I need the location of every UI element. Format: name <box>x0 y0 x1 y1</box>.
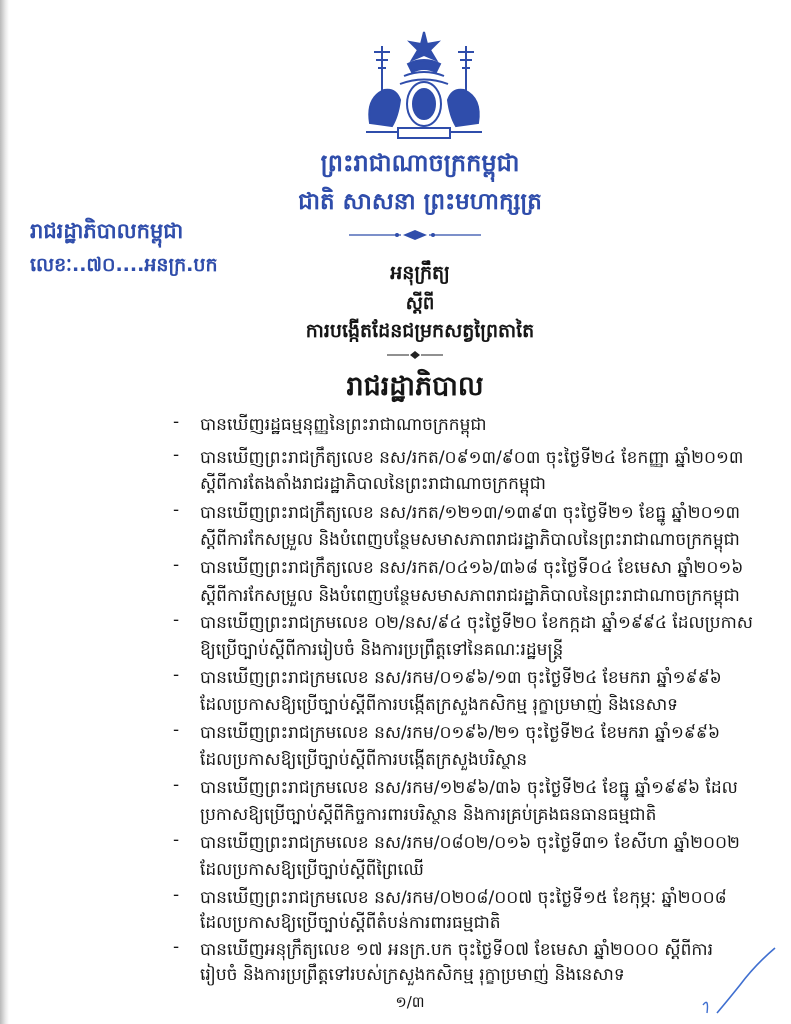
reference-line: បានឃើញព្រះរាជក្រឹត្យលេខ នស/រកត/០៩១៣/៩០៣ ចុះថ្ងៃទី២៤ ខែកញ្ញា ឆ្នាំ២០១៣ <box>200 448 744 468</box>
reference-line: បានឃើញអនុក្រឹត្យលេខ ១៧ អនក្រ.បក ចុះថ្ងៃទី០៧ ខែមេសា ឆ្នាំ២០០០ ស្តីពីការ <box>200 940 713 960</box>
document-about: ស្តីពី <box>405 293 435 314</box>
reference-line: ដែលប្រកាសឱ្យប្រើច្បាប់ស្តីពីការបង្កើតក្រសួងកសិកម្ម រុក្ខាប្រមាញ់ និងនេសាទ <box>200 695 678 715</box>
list-bullet: - <box>173 775 180 795</box>
reference-line: បានឃើញព្រះរាជក្រឹត្យលេខ នស/រកត/១២១៣/១៣៩៣ ចុះថ្ងៃទី២១ ខែធ្នូ ឆ្នាំ២០១៣ <box>200 503 740 523</box>
reference-line: បានឃើញព្រះរាជក្រមលេខ នស/រកម/០២០៨/០០៧ ចុះថ្ងៃទី១៥ ខែកុម្ភៈ ឆ្នាំ២០០៨ <box>200 888 727 908</box>
reference-line: បានឃើញព្រះរាជក្រមលេខ នស/រកម/០៨០២/០១៦ ចុះថ្ងៃទី៣១ ខែសីហា ឆ្នាំ២០០២ <box>200 833 740 853</box>
list-bullet: - <box>173 610 180 630</box>
reference-line: រៀបចំ និងការប្រព្រឹត្តទៅរបស់ក្រសួងកសិកម្ម រុក្ខាប្រមាញ់ និងនេសាទ <box>200 965 625 985</box>
national-motto: ជាតិ សាសនា ព្រះមហាក្សត្រ <box>298 189 542 215</box>
scan-edge-shadow <box>0 0 9 1024</box>
list-bullet: - <box>173 830 180 850</box>
header-divider-ornament <box>345 228 485 242</box>
list-bullet: - <box>173 937 180 957</box>
reference-line: បានឃើញព្រះរាជក្រមលេខ នស/រកម/០១៩៦/២១ ចុះថ្ងៃទី២៤ ខែមករា ឆ្នាំ១៩៩៦ <box>200 723 720 743</box>
document-subject: ការបង្កើតដែនជម្រកសត្វព្រៃតាតៃ <box>305 320 535 342</box>
list-bullet: - <box>173 412 180 432</box>
list-bullet: - <box>173 885 180 905</box>
issuer-name: រាជរដ្ឋាភិបាលកម្ពុជា <box>30 219 184 243</box>
list-bullet: - <box>173 500 180 520</box>
reference-line: ប្រកាសឱ្យប្រើច្បាប់ស្តីពីកិច្ចការពារបរិស្ថាន និងការគ្រប់គ្រងធនធានធម្មជាតិ <box>200 805 657 825</box>
reference-line: ឱ្យប្រើច្បាប់ស្តីពីការរៀបចំ និងការប្រព្រឹត្តទៅនៃគណៈរដ្ឋមន្ត្រី <box>200 640 564 660</box>
list-bullet: - <box>173 720 180 740</box>
list-bullet: - <box>173 665 180 685</box>
document-number: លេខៈ..៧០....អនក្រ.បក <box>30 254 218 276</box>
reference-line: បានឃើញព្រះរាជក្រមលេខ នស/រកម/០១៩៦/១៣ ចុះថ្ងៃទី២៤ ខែមករា ឆ្នាំ១៩៩៦ <box>200 668 722 688</box>
list-bullet: - <box>173 555 180 575</box>
document-type: អនុក្រឹត្យ <box>390 262 450 284</box>
page-number: ១/៣ <box>395 993 425 1011</box>
pen-mark-icon <box>695 945 780 1015</box>
reference-line: ដែលប្រកាសឱ្យប្រើច្បាប់ស្តីពីតំបន់ការពារធម្មជាតិ <box>200 913 501 933</box>
list-bullet: - <box>173 445 180 465</box>
reference-line: ស្តីពីការកែសម្រួល និងបំពេញបន្ថែមសមាសភាពរាជរដ្ឋាភិបាលនៃព្រះរាជាណាចក្រកម្ពុជា <box>200 586 740 606</box>
reference-line: បានឃើញព្រះរាជក្រមលេខ ០២/នស/៩៤ ចុះថ្ងៃទី២០ ខែកក្កដា ឆ្នាំ១៩៩៤ ដែលប្រកាស <box>200 613 753 633</box>
reference-line: ស្តីពីការកែសម្រួល និងបំពេញបន្ថែមសមាសភាពរាជរដ្ឋាភិបាលនៃព្រះរាជាណាចក្រកម្ពុជា <box>200 530 740 550</box>
royal-emblem-icon <box>352 28 497 146</box>
kingdom-heading: ព្រះរាជាណាចក្រកម្ពុជា <box>320 149 520 177</box>
authority-heading: រាជរដ្ឋាភិបាល <box>346 371 484 402</box>
reference-line: បានឃើញរដ្ឋធម្មនុញ្ញនៃព្រះរាជាណាចក្រកម្ពុជា <box>200 415 487 435</box>
reference-line: ដែលប្រកាសឱ្យប្រើច្បាប់ស្តីពីព្រៃឈើ <box>200 860 424 880</box>
title-divider-ornament <box>385 350 445 360</box>
reference-line: ដែលប្រកាសឱ្យប្រើច្បាប់ស្តីពីការបង្កើតក្រសួងបរិស្ថាន <box>200 750 528 770</box>
reference-line: បានឃើញព្រះរាជក្រមលេខ នស/រកម/១២៩៦/៣៦ ចុះថ្ងៃទី២៤ ខែធ្នូ ឆ្នាំ១៩៩៦ ដែល <box>200 778 738 798</box>
reference-line: បានឃើញព្រះរាជក្រឹត្យលេខ នស/រកត/០៤១៦/៣៦៨ ចុះថ្ងៃទី០៤ ខែមេសា ឆ្នាំ២០១៦ <box>200 558 744 578</box>
reference-line: ស្តីពីការតែងតាំងរាជរដ្ឋាភិបាលនៃព្រះរាជាណាចក្រកម្ពុជា <box>200 474 546 494</box>
